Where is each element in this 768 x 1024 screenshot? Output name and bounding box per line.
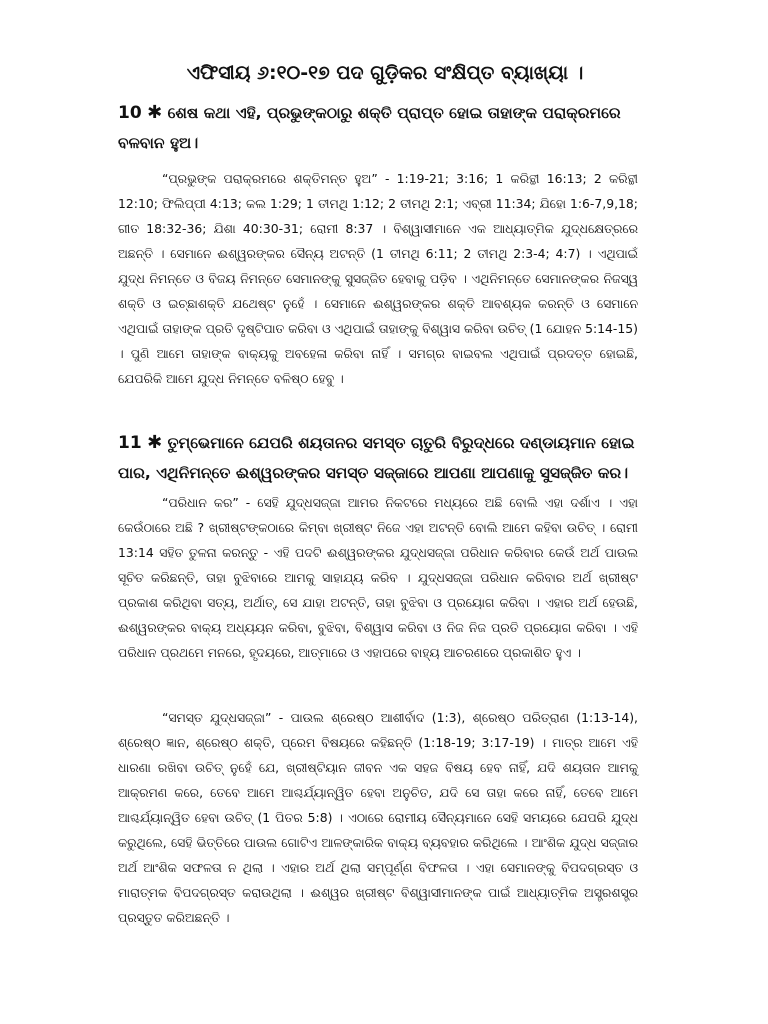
verse-number: 10 bbox=[118, 103, 142, 123]
verse-number: 11 bbox=[118, 433, 142, 453]
commentary-paragraph: “ସମସ୍ତ ଯୁଦ୍ଧସଜ୍ଜା” - ପାଉଲ ଶ୍ରେଷ୍ଠ ଆଶୀର୍ବାଦ (1:3), ଶ୍ରେଷ୍ଠ ପରିତ୍ରାଣ (1:13-14), ଶ୍ରେଷ୍ଠ ଜ୍ଞାନ, ଶ୍ରେଷ୍ଠ ଶକ୍ତି, ପ୍ରେମ ବିଷୟରେ କହିଛନ୍ତି (1:18-19; 3:17-19) । ମାତ୍ର ଆମେ ଏହି ଧାରଣା ରଖିବା ଉଚିତ୍ ନୁହେଁ ଯେ, ଖ୍ରୀଷ୍ଟିୟାନ ଜୀବନ ଏକ ସହଜ ବିଷୟ ହେବ ନାହିଁ, ଯଦି ଶୟତାନ ଆମକୁ ଆକ୍ରମଣ କରେ, ତେବେ ଆମେ ଆଶ୍ଚର୍ଯ୍ୟାନ୍ୱିତ ହେବା ଅନୁଚିତ, ଯଦି ସେ ତାହା କରେ ନାହିଁ, ତେବେ ଆମେ ଆଶ୍ଚର୍ଯ୍ୟାନ୍ୱିତ ହେବା ଉଚିତ୍ (1 ପିତର 5:8) । ଏଠାରେ ରୋମୀୟ ସୈନ୍ୟମାନେ ସେହି ସମୟରେ ଯେପରି ଯୁଦ୍ଧ କରୁଥିଲେ, ସେହି ଭିତ୍ତିରେ ପାଉଲ ଗୋଟିଏ ଆଳଙ୍କାରିକ ବାକ୍ୟ ବ୍ୟବହାର କରିଥିଲେ । ଆଂଶିକ ଯୁଦ୍ଧ ସଜ୍ଜାର ଅର୍ଥ ଆଂଶିକ ସଫଳତା ନ ଥିଲା । ଏହାର ଅର୍ଥ ଥିଲା ସମ୍ପୂର୍ଣ୍ଣ ବିଫଳତା । ଏହା ସେମାନଙ୍କୁ ବିପଦଗ୍ରସ୍ତ ଓ ମାରାତ୍ମକ ବିପଦଗ୍ରସ୍ତ କରାଉଥିଲା । ଈଶ୍ୱର ଖ୍ରୀଷ୍ଟ ବିଶ୍ୱାସୀମାନଙ୍କ ପାଇଁ ଆଧ୍ୟାତ୍ମିକ ଅସ୍ତ୍ରଶସ୍ତ୍ର ପ୍ରସ୍ତୁତ କରିଅଛନ୍ତି । bbox=[118, 710, 638, 925]
asterisk-icon: ✱ bbox=[147, 432, 163, 453]
commentary-paragraph: “ପ୍ରଭୁଙ୍କ ପରାକ୍ରମରେ ଶକ୍ତିମନ୍ତ ହୁଅ” - 1:19-21; 3:16; 1 କରିନ୍ଥୀ 16:13; 2 କରିନ୍ଥୀ 12:10; ଫିଲିପ୍ପୀ 4:13; କଲ 1:29; 1 ତୀମଥି 1:12; 2 ତୀମଥି 2:1; ଏବ୍ରୀ 11:34; ଯିହୋ 1:6-7,9,18; ଗୀତ 18:32-36; ଯିଶା 40:30-31; ରୋମୀ 8:37 । ବିଶ୍ୱାସୀମାନେ ଏକ ଆଧ୍ୟାତ୍ମିକ ଯୁଦ୍ଧକ୍ଷେତ୍ରରେ ଅଛନ୍ତି । ସେମାନେ ଈଶ୍ୱରଙ୍କର ସୈନ୍ୟ ଅଟନ୍ତି (1 ତୀମଥି 6:11; 2 ତୀମଥି 2:3-4; 4:7) । ଏଥିପାଇଁ ଯୁଦ୍ଧ ନିମନ୍ତେ ଓ ବିଜୟ ନିମନ୍ତେ ସେମାନଙ୍କୁ ସୁସଜ୍ଜିତ ହେବାକୁ ପଡ଼ିବ । ଏଥିନିମନ୍ତେ ସେମାନଙ୍କର ନିଜସ୍ୱ ଶକ୍ତି ଓ ଇଚ୍ଛାଶକ୍ତି ଯଥେଷ୍ଟ ନୁହେଁ । ସେମାନେ ଈଶ୍ୱରଙ୍କର ଶକ୍ତି ଆବଶ୍ୟକ କରନ୍ତି ଓ ସେମାନେ ଏଥିପାଇଁ ତାହାଙ୍କ ପ୍ରତି ଦୃଷ୍ଟିପାତ କରିବା ଓ ଏଥିପାଇଁ ତାହାଙ୍କୁ ବିଶ୍ୱାସ କରିବା ଉଚିତ୍ (1 ଯୋହନ 5:14-15) । ପୁଣି ଆମେ ତାହାଙ୍କ ବାକ୍ୟକୁ ଅବହେଳା କରିବା ନାହିଁ । ସମଗ୍ର ବାଇବଲ ଏଥିପାଇଁ ପ୍ରଦତ୍ତ ହୋଇଛି, ଯେପରିକି ଆମେ ଯୁଦ୍ଧ ନିମନ୍ତେ ବଳିଷ୍ଠ ହେବୁ । bbox=[118, 171, 638, 386]
commentary-paragraph: “ପରିଧାନ କର” - ସେହି ଯୁଦ୍ଧସଜ୍ଜା ଆମର ନିକଟରେ ମଧ୍ୟରେ ଅଛି ବୋଲି ଏହା ଦର୍ଶାଏ । ଏହା କେଉଁଠାରେ ଅଛି ? ଖ୍ରୀଷ୍ଟଙ୍କଠାରେ କିମ୍ବା ଖ୍ରୀଷ୍ଟ ନିଜେ ଏହା ଅଟନ୍ତି ବୋଲି ଆମେ କହିବା ଉଚିତ୍ । ରୋମୀ 13:14 ସହିତ ତୁଳନା କରନ୍ତୁ - ଏହି ପଦଟି ଈଶ୍ୱରଙ୍କର ଯୁଦ୍ଧସଜ୍ଜା ପରିଧାନ କରିବାର କେଉଁ ଅର୍ଥ ପାଉଲ ସୂଚିତ କରିଛନ୍ତି, ତାହା ବୁଝିବାରେ ଆମକୁ ସାହାଯ୍ୟ କରିବ । ଯୁଦ୍ଧସଜ୍ଜା ପରିଧାନ କରିବାର ଅର୍ଥ ଖ୍ରୀଷ୍ଟ ପ୍ରକାଶ କରିଥିବା ସତ୍ୟ, ଅର୍ଥାତ୍, ସେ ଯାହା ଅଟନ୍ତି, ତାହା ବୁଝିବା ଓ ପ୍ରୟୋଗ କରିବା । ଏହାର ଅର୍ଥ ହେଉଛି, ଈଶ୍ୱରଙ୍କର ବାକ୍ୟ ଅଧ୍ୟୟନ କରିବା, ବୁଝିବା, ବିଶ୍ୱାସ କରିବା ଓ ନିଜ ନିଜ ପ୍ରତି ପ୍ରୟୋଗ କରିବା । ଏହି ପରିଧାନ ପ୍ରଥମେ ମନରେ, ହୃଦୟରେ, ଆତ୍ମାରେ ଓ ଏହାପରେ ବାହ୍ୟ ଆଚରଣରେ ପ୍ରକାଶିତ ହୁଏ । bbox=[118, 495, 638, 660]
section-heading-10 bbox=[118, 98, 638, 158]
verse-heading-text: ଶେଷ କଥା ଏହି, ପ୍ରଭୁଙ୍କଠାରୁ ଶକ୍ତି ପ୍ରାପ୍ତ ହୋଇ ତାହାଙ୍କ ପରାକ୍ରମରେ ବଳବାନ ହୁଅ। bbox=[118, 104, 621, 152]
page-title: ଏଫିସୀୟ ୬:୧୦-୧୭ ପଦ ଗୁଡ଼ିକର ସଂକ୍ଷିପ୍ତ ବ୍ୟାଖ୍ୟା । bbox=[186, 62, 584, 84]
asterisk-icon: ✱ bbox=[147, 102, 163, 123]
verse-heading-text: ତୁମ୍ଭେମାନେ ଯେପରି ଶୟତାନର ସମସ୍ତ ଚାତୁରି ବିରୁଦ୍ଧରେ ଦଣ୍ଡାୟମାନ ହୋଇ ପାର, ଏଥିନିମନ୍ତେ ଈଶ୍ୱରଙ୍କର ସମସ୍ତ ସଜ୍ଜାରେ ଆପଣା ଆପଣାକୁ ସୁସଜ୍ଜିତ କର। bbox=[118, 434, 635, 482]
section-heading-11 bbox=[118, 428, 638, 488]
